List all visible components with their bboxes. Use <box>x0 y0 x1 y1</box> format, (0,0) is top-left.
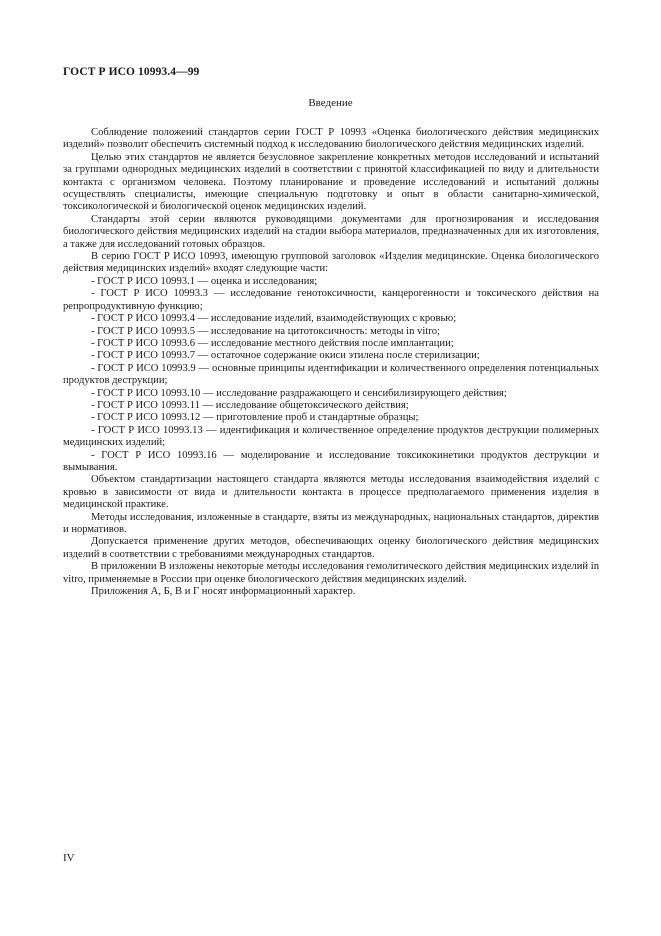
page-number: IV <box>63 852 75 864</box>
paragraph: Соблюдение положений стандартов серии ГОСТ Р 10993 «Оценка биологического действия медицинских изделий» позволит обеспечить системный подход к исследованию биологического действия медицинских изделий. <box>63 127 599 151</box>
standard-code-header: ГОСТ Р ИСО 10993.4—99 <box>63 66 200 78</box>
paragraph: Приложения А, Б, В и Г носят информационный характер. <box>91 586 356 598</box>
paragraph: В серию ГОСТ Р ИСО 10993, имеющую групповой заголовок «Изделия медицинские. Оценка биологического действия медицинских изделий» входят следующие части: <box>63 251 599 275</box>
paragraph: Целью этих стандартов не является безусловное закрепление конкретных методов исследований и испытаний за группами однородных медицинских изделий в соответствии с принятой классификацией по виду и длительности контакта с организмом человека. Поэтому планирование и проведение исследований и испытаний должны осуществлять специалисты, имеющие специальную подготовку и опыт в области санитарно-химической, токсикологической и биологической оценок медицинских изделий. <box>63 151 599 213</box>
list-item: - ГОСТ Р ИСО 10993.10 — исследование раздражающего и сенсибилизирующего действия; <box>91 387 507 399</box>
list-item: - ГОСТ Р ИСО 10993.11 — исследование общетоксического действия; <box>91 399 409 411</box>
list-item: - ГОСТ Р ИСО 10993.13 — идентификация и количественное определение продуктов деструкции полимерных медицинских изделий; <box>63 424 599 449</box>
list-item: - ГОСТ Р ИСО 10993.9 — основные принципы идентификации и количественного определения потенциальных продуктов деструкции; <box>63 362 599 387</box>
paragraph: В приложении В изложены некоторые методы исследования гемолитического действия медицинских изделий in vitro, применяемые в России при оценке биологического действия медицинских изделий. <box>63 561 599 585</box>
list-item: - ГОСТ Р ИСО 10993.4 — исследование изделий, взаимодействующих с кровью; <box>91 313 457 325</box>
list-item: - ГОСТ Р ИСО 10993.12 — приготовление проб и стандартные образцы; <box>91 412 419 424</box>
section-title: Введение <box>308 97 353 109</box>
list-item: - ГОСТ Р ИСО 10993.16 — моделирование и исследование токсикокинетики продуктов деструкции и вымывания. <box>63 449 599 473</box>
paragraph: Методы исследования, изложенные в стандарте, взяты из международных, национальных стандартов, директив и нормативов. <box>63 511 599 535</box>
list-item: - ГОСТ Р ИСО 10993.5 — исследование на цитотоксичность: методы in vitro; <box>91 325 440 337</box>
list-item: - ГОСТ Р ИСО 10993.3 — исследование генотоксичности, канцерогенности и токсического действия на репропродуктивную функцию; <box>63 288 599 312</box>
list-item: - ГОСТ Р ИСО 10993.6 — исследование местного действия после имплантации; <box>91 337 454 349</box>
list-item: - ГОСТ Р ИСО 10993.1 — оценка и исследования; <box>91 275 318 287</box>
list-item: - ГОСТ Р ИСО 10993.7 — остаточное содержание окиси этилена после стерилизации; <box>91 350 480 362</box>
paragraph: Допускается применение других методов, обеспечивающих оценку биологического действия медицинских изделий в соответствии с требованиями международных стандартов. <box>63 536 599 560</box>
paragraph: Объектом стандартизации настоящего стандарта являются методы исследования взаимодействия изделий с кровью в зависимости от вида и длительности контакта в процессе предполагаемого применения изделия в медицинской практике. <box>63 474 599 511</box>
body-text <box>63 127 599 598</box>
paragraph: Стандарты этой серии являются руководящими документами для прогнозирования и исследования биологического действия медицинских изделий на стадии выбора материалов, предназначенных для их изготовления, а также для исследований готовых образцов. <box>63 213 599 250</box>
